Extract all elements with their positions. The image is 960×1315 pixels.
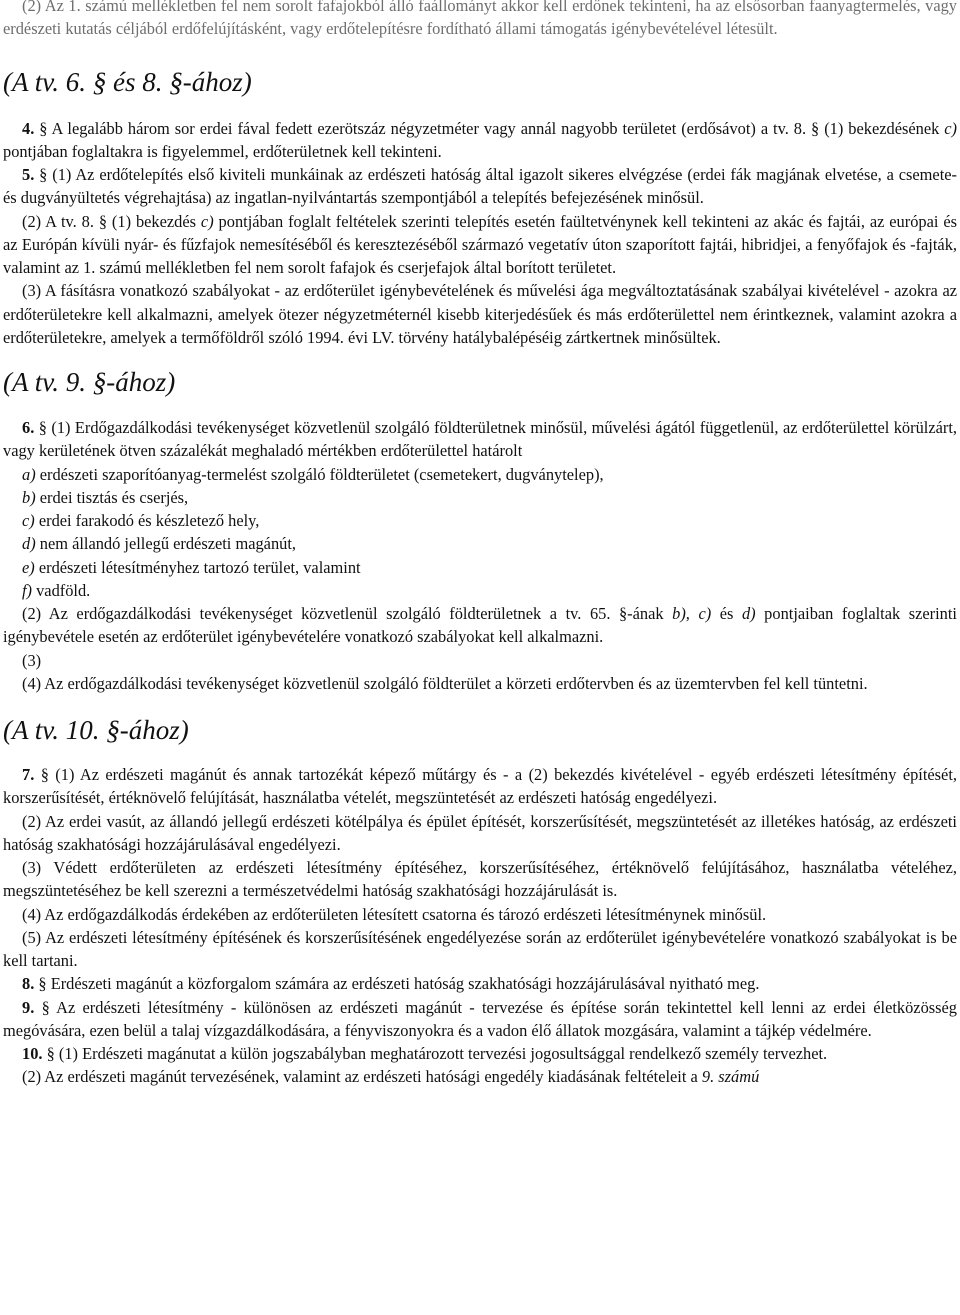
list-item-text: erdészeti szaporítóanyag-termelést szolgáló földterületet (csemetekert, dugványtelep), bbox=[35, 464, 604, 484]
list-item bbox=[3, 509, 957, 532]
section-number-6: 6. bbox=[22, 418, 35, 437]
paragraph-4 bbox=[3, 117, 957, 164]
paragraph-10-1-text: § (1) Erdészeti magánutat a külön jogszabályban meghatározott tervezési jogosultsággal rendelkező személy tervezhet. bbox=[42, 1044, 828, 1063]
section-number-7: 7. bbox=[22, 765, 35, 784]
paragraph-6-1 bbox=[3, 416, 957, 463]
paragraph-5-2-point-c: c) bbox=[200, 211, 214, 231]
section-heading-10: (A tv. 10. §-ához) bbox=[3, 715, 189, 745]
paragraph-6-2-point-d: d) bbox=[741, 604, 756, 623]
section-number-9: 9. bbox=[22, 997, 35, 1017]
list-item bbox=[3, 556, 957, 579]
list-item bbox=[3, 486, 957, 509]
list-item-text: nem állandó jellegű erdészeti magánút, bbox=[35, 534, 296, 554]
paragraph-6-2-and: és bbox=[711, 604, 742, 623]
paragraph-6-1-text: § (1) Erdőgazdálkodási tevékenységet közvetlenül szolgáló földterületnek minősül, művelési ágától függetlenül, az erdőterülettel körülzárt, vagy kerületének ötven százalékát meghaladó mértékben erdőterülettel határolt bbox=[3, 418, 957, 461]
paragraph-4-tail: pontjában foglaltakra is figyelemmel, erdőterületnek kell tekinteni. bbox=[3, 141, 442, 161]
paragraph-5-1-text: § (1) Az erdőtelepítés első kiviteli munkáinak az erdészeti hatóság által igazolt sikeres elvégzése (erdei fák magjának elvetése, a csemete- és dugványültetés végrehajtása) az ingatlan-nyilvántartás szempontjából a telepítés befejezésének minősül. bbox=[3, 165, 957, 208]
paragraph-7-4: (4) Az erdőgazdálkodás érdekében az erdőterületen létesített csatorna és tározó erdészeti létesítménynek minősül. bbox=[22, 904, 767, 924]
paragraph-5-2-start: (2) A tv. 8. § (1) bekezdés bbox=[22, 211, 201, 231]
paragraph-6-list bbox=[3, 463, 957, 603]
paragraph-7-5: (5) Az erdészeti létesítmény építésének és korszerűsítésének engedélyezése során az erdőterület igénybevételére vonatkozó szabályokat is be kell tartani. bbox=[3, 927, 957, 970]
paragraph-9 bbox=[3, 996, 957, 1043]
paragraph-7-1-text: § (1) Az erdészeti magánút és annak tartozékát képező műtárgy és - a (2) bekezdés kivételével - egyéb erdészeti létesítmény építését, korszerűsítését, értéknövelő felújítását, használatba vételét, megszüntetését az erdészeti hatóság engedélyezi. bbox=[3, 765, 957, 808]
list-item-letter: c) bbox=[22, 511, 35, 530]
paragraph-5-2 bbox=[3, 210, 957, 280]
list-item bbox=[3, 579, 957, 602]
paragraph-7-2: (2) Az erdei vasút, az állandó jellegű erdészeti kötélpálya és épület építését, korszerűsítését, megszüntetését az illetékes hatóság, az erdészeti hatóság szakhatósági hozzájárulásával engedélyezi. bbox=[3, 811, 957, 854]
paragraph-10-2 bbox=[3, 1065, 957, 1088]
section-number-8: 8. bbox=[22, 974, 35, 994]
paragraph-10-1 bbox=[3, 1042, 957, 1065]
list-item-letter: f) bbox=[22, 580, 33, 600]
paragraph-6-4: (4) Az erdőgazdálkodási tevékenységet közvetlenül szolgáló földterület a körzeti erdőtervben és az üzemtervben fel kell tüntetni. bbox=[22, 673, 868, 693]
section-number-10: 10. bbox=[22, 1044, 43, 1063]
paragraph-8-text: § Erdészeti magánút a közforgalom számára az erdészeti hatóság szakhatósági hozzájárulásával nyitható meg. bbox=[34, 974, 760, 994]
paragraph-6-3: (3) bbox=[22, 650, 42, 670]
paragraph-4-point-c: c) bbox=[944, 118, 957, 138]
paragraph-6-2 bbox=[3, 602, 957, 649]
paragraph-6-2-rest: pontjaiban foglaltak szerinti igénybevétele esetén az erdőterület igénybevételére vonatkozó szabályokat kell alkalmazni. bbox=[3, 604, 957, 647]
paragraph-8 bbox=[3, 972, 957, 995]
list-item-text: erdei farakodó és készletező hely, bbox=[34, 511, 260, 530]
paragraph-5-2-rest: pontjában foglalt feltételek szerinti telepítés esetén faültetvénynek kell tekinteni az akác és fajtái, az európai és az Európán kívüli nyár- és fűzfajok nemesítéséből és keresztezéséből származó vegetatív úton szaporított fajtái, hibridjei, a fenyőfajok és -fajták, valamint az 1. számú mellékletben fel nem sorolt fafajok és cserjefajok által borított területet. bbox=[3, 211, 957, 277]
paragraph-7-3: (3) Védett erdőterületen az erdészeti létesítmény építéséhez, korszerűsítéséhez, értéknövelő felújításához, használatba vételéhez, megszüntetéséhez be kell szerezni a természetvédelmi hatóság szakhatósági hozzájárulását is. bbox=[3, 858, 957, 901]
list-item-letter: b) bbox=[22, 487, 36, 507]
section-heading-6-8: (A tv. 6. § és 8. §-ához) bbox=[3, 66, 252, 97]
section-number-5: 5. bbox=[22, 165, 35, 184]
paragraph-6-2-start: (2) Az erdőgazdálkodási tevékenységet közvetlenül szolgáló földterületnek a tv. 65. §-ának bbox=[22, 604, 673, 623]
paragraph-5-1 bbox=[3, 163, 957, 210]
list-item bbox=[3, 532, 957, 555]
paragraph-10-2-text: (2) Az erdészeti magánút tervezésének, valamint az erdészeti hatósági engedély kiadásának feltételeit a bbox=[22, 1067, 702, 1087]
paragraph-10-2-annex-ref: 9. számú bbox=[701, 1067, 760, 1087]
paragraph-9-text: § Az erdészeti létesítmény - különösen az erdészeti magánút - tervezése és építése során tekintettel kell lenni az erdei életközösség megóvására, ezen belül a talaj vízgazdálkodására, a fényviszonyokra és a vadon élő állatok mozgására, valamint a tájkép védelmére. bbox=[3, 997, 957, 1040]
list-item-text: erdészeti létesítményhez tartozó terület, valamint bbox=[34, 557, 361, 577]
paragraph-2-2-text: (2) Az 1. számú mellékletben fel nem sorolt fafajokból álló faállományt akkor kell erdőnek tekinteni, ha az elsősorban faanyagtermelés, vagy erdészeti kutatás céljából erdőfelújításként, vagy erdőtelepítésre fordítható állami támogatás igénybevételével létesült. bbox=[3, 0, 957, 39]
section-number-4: 4. bbox=[22, 118, 35, 138]
list-item bbox=[3, 463, 957, 486]
list-item-text: vadföld. bbox=[32, 580, 91, 600]
paragraph-4-text: § A legalább három sor erdei fával fedett ezerötszáz négyzetméter vagy annál nagyobb területet (erdősávot) a tv. 8. § (1) bekezdésének bbox=[34, 118, 945, 138]
paragraph-7-1 bbox=[3, 763, 957, 810]
paragraph-2-2 bbox=[3, 0, 957, 41]
list-item-letter: e) bbox=[22, 557, 35, 577]
list-item-letter: a) bbox=[22, 464, 36, 484]
list-item-text: erdei tisztás és cserjés, bbox=[35, 487, 189, 507]
paragraph-5-3: (3) A fásításra vonatkozó szabályokat - az erdőterület igénybevételének és művelési ága megváltoztatásának szabályai kivételével - azokra az erdőterületekre kell alkalmazni, amelyek ötezer négyzetméternél kisebb kiterjedésűek és más erdőterülettel nem érintkeznek, valamint azokra a erdőterületekre, amelyek a termőföldről szóló 1994. évi LV. törvény hatálybalépéséig zártkertnek minősültek. bbox=[3, 281, 957, 347]
section-heading-9: (A tv. 9. §-ához) bbox=[3, 367, 176, 397]
list-item-letter: d) bbox=[22, 534, 36, 554]
paragraph-6-2-points-bc: b), c) bbox=[672, 604, 712, 623]
